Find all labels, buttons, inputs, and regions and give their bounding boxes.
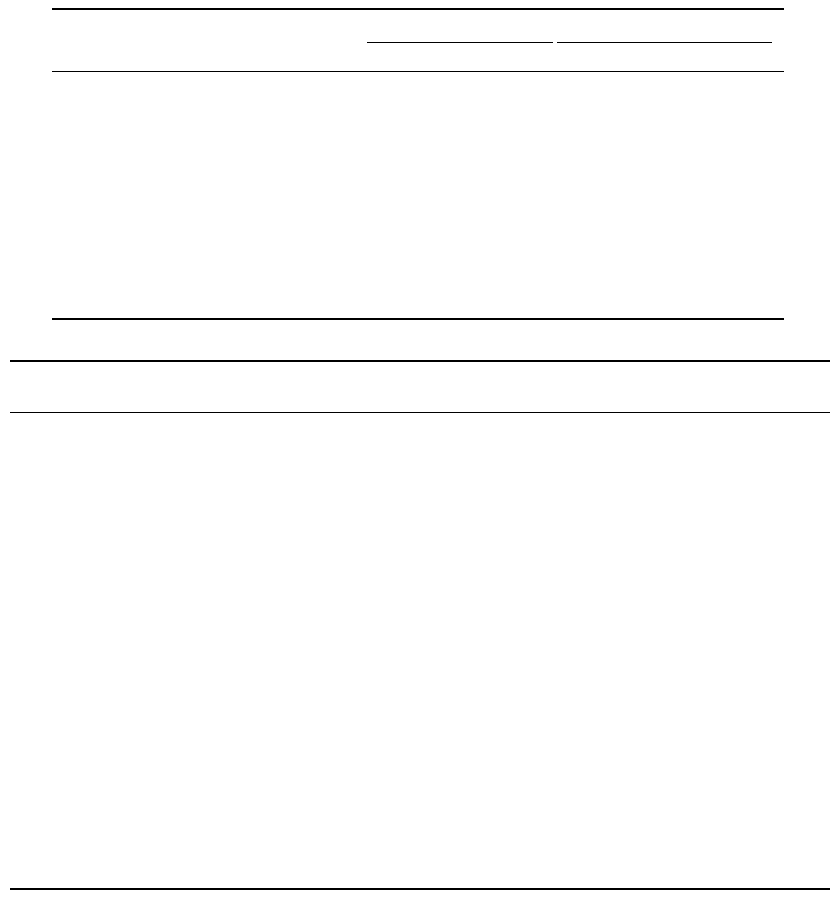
table1-header-rule xyxy=(52,71,784,72)
table2-header-rule xyxy=(10,412,830,413)
table1-header-bleu-underline xyxy=(367,42,553,43)
table1-bottom-rule xyxy=(52,318,784,320)
table1-container xyxy=(52,0,784,330)
table2-container xyxy=(0,355,832,900)
table1-header-cost-underline xyxy=(557,42,772,43)
table2-top-rule xyxy=(10,360,830,362)
table1-top-rule xyxy=(52,8,784,10)
table2-bottom-rule xyxy=(10,888,830,890)
